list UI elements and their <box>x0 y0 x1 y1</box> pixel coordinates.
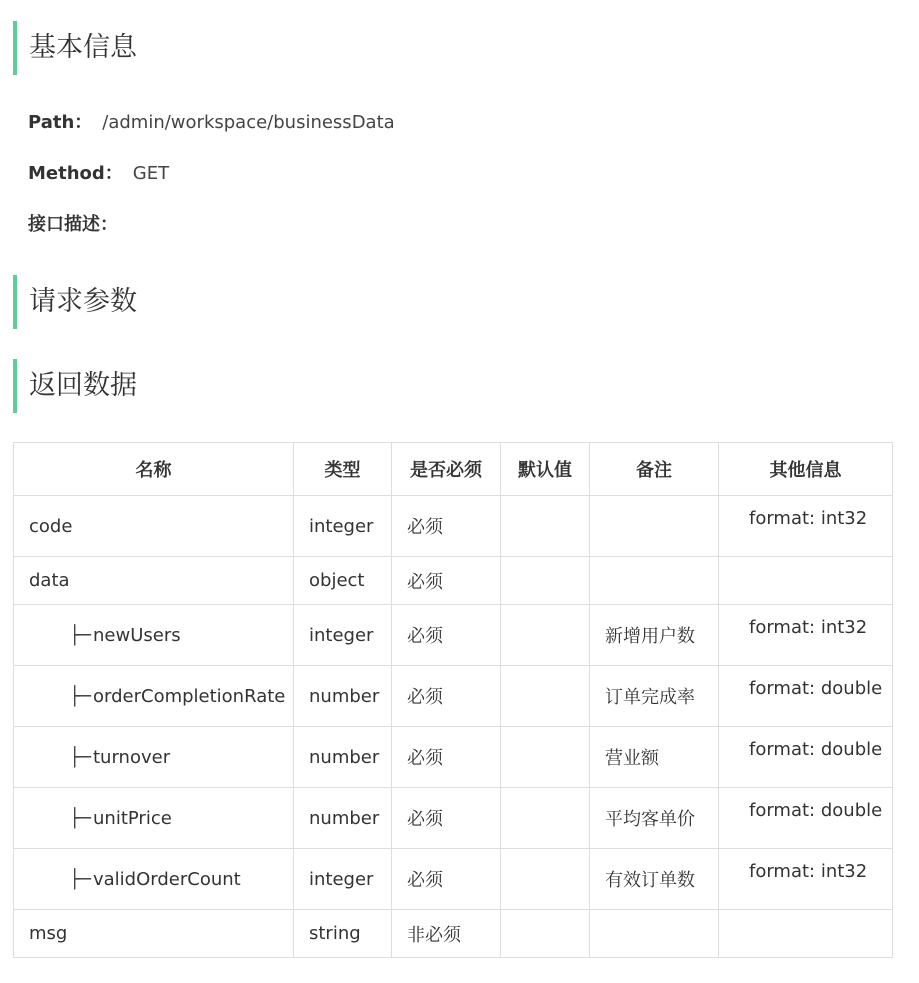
path-label: Path： <box>28 112 93 133</box>
cell-default <box>501 605 590 666</box>
table-header-row <box>14 443 893 496</box>
table-row <box>14 605 893 666</box>
cell-default <box>501 910 590 958</box>
cell-other: format: int32 <box>719 849 893 910</box>
cell-name-text: newUsers <box>93 624 181 646</box>
path-row <box>28 111 395 135</box>
cell-other: format: double <box>719 666 893 727</box>
cell-required: 必须 <box>392 496 501 557</box>
cell-default <box>501 557 590 605</box>
column-header-other: 其他信息 <box>719 443 893 496</box>
table-row <box>14 727 893 788</box>
method-value: GET <box>132 163 170 184</box>
cell-name <box>14 666 294 727</box>
cell-required: 必须 <box>392 666 501 727</box>
cell-other <box>719 557 893 605</box>
tree-branch-prefix: ├─ <box>69 746 91 768</box>
cell-default <box>501 727 590 788</box>
cell-name <box>14 727 294 788</box>
cell-type: integer <box>294 605 392 666</box>
cell-name <box>14 788 294 849</box>
response-data-table <box>13 442 893 958</box>
section-heading-request-params: 请求参数 <box>13 275 137 329</box>
cell-remark: 营业额 <box>590 727 719 788</box>
cell-remark <box>590 910 719 958</box>
table-row <box>14 849 893 910</box>
table-row <box>14 496 893 557</box>
cell-other: format: double <box>719 727 893 788</box>
table-row <box>14 788 893 849</box>
cell-name: data <box>14 557 294 605</box>
path-value: /admin/workspace/businessData <box>102 112 395 133</box>
cell-remark: 订单完成率 <box>590 666 719 727</box>
table-row <box>14 666 893 727</box>
cell-type: integer <box>294 849 392 910</box>
cell-type: integer <box>294 496 392 557</box>
cell-default <box>501 788 590 849</box>
cell-type: number <box>294 727 392 788</box>
cell-required: 必须 <box>392 727 501 788</box>
cell-name <box>14 849 294 910</box>
cell-name: code <box>14 496 294 557</box>
cell-remark: 平均客单价 <box>590 788 719 849</box>
column-header-default: 默认值 <box>501 443 590 496</box>
method-row <box>28 162 169 186</box>
cell-remark: 有效订单数 <box>590 849 719 910</box>
tree-branch-prefix: ├─ <box>69 685 91 707</box>
cell-remark <box>590 496 719 557</box>
description-label: 接口描述： <box>28 214 118 235</box>
cell-default <box>501 849 590 910</box>
cell-type: string <box>294 910 392 958</box>
tree-branch-prefix: ├─ <box>69 807 91 829</box>
cell-name-text: turnover <box>93 746 171 768</box>
table-row <box>14 910 893 958</box>
cell-default <box>501 496 590 557</box>
cell-required: 非必须 <box>392 910 501 958</box>
column-header-type: 类型 <box>294 443 392 496</box>
method-label: Method： <box>28 163 123 184</box>
cell-name-text: orderCompletionRate <box>93 685 286 707</box>
cell-type: number <box>294 666 392 727</box>
column-header-name: 名称 <box>14 443 294 496</box>
table-row <box>14 557 893 605</box>
column-header-required: 是否必须 <box>392 443 501 496</box>
cell-name-text: validOrderCount <box>93 868 241 890</box>
section-heading-response-data: 返回数据 <box>13 359 137 413</box>
column-header-remark: 备注 <box>590 443 719 496</box>
cell-required: 必须 <box>392 788 501 849</box>
cell-name: msg <box>14 910 294 958</box>
section-heading-basic-info: 基本信息 <box>13 21 137 75</box>
cell-required: 必须 <box>392 849 501 910</box>
cell-other: format: int32 <box>719 496 893 557</box>
cell-other: format: int32 <box>719 605 893 666</box>
description-row <box>28 213 118 237</box>
cell-other: format: double <box>719 788 893 849</box>
cell-type: object <box>294 557 392 605</box>
cell-required: 必须 <box>392 605 501 666</box>
cell-name-text: unitPrice <box>93 807 172 829</box>
cell-remark <box>590 557 719 605</box>
cell-name <box>14 605 294 666</box>
tree-branch-prefix: ├─ <box>69 624 91 646</box>
cell-required: 必须 <box>392 557 501 605</box>
cell-default <box>501 666 590 727</box>
cell-remark: 新增用户数 <box>590 605 719 666</box>
cell-type: number <box>294 788 392 849</box>
cell-other <box>719 910 893 958</box>
tree-branch-prefix: ├─ <box>69 868 91 890</box>
